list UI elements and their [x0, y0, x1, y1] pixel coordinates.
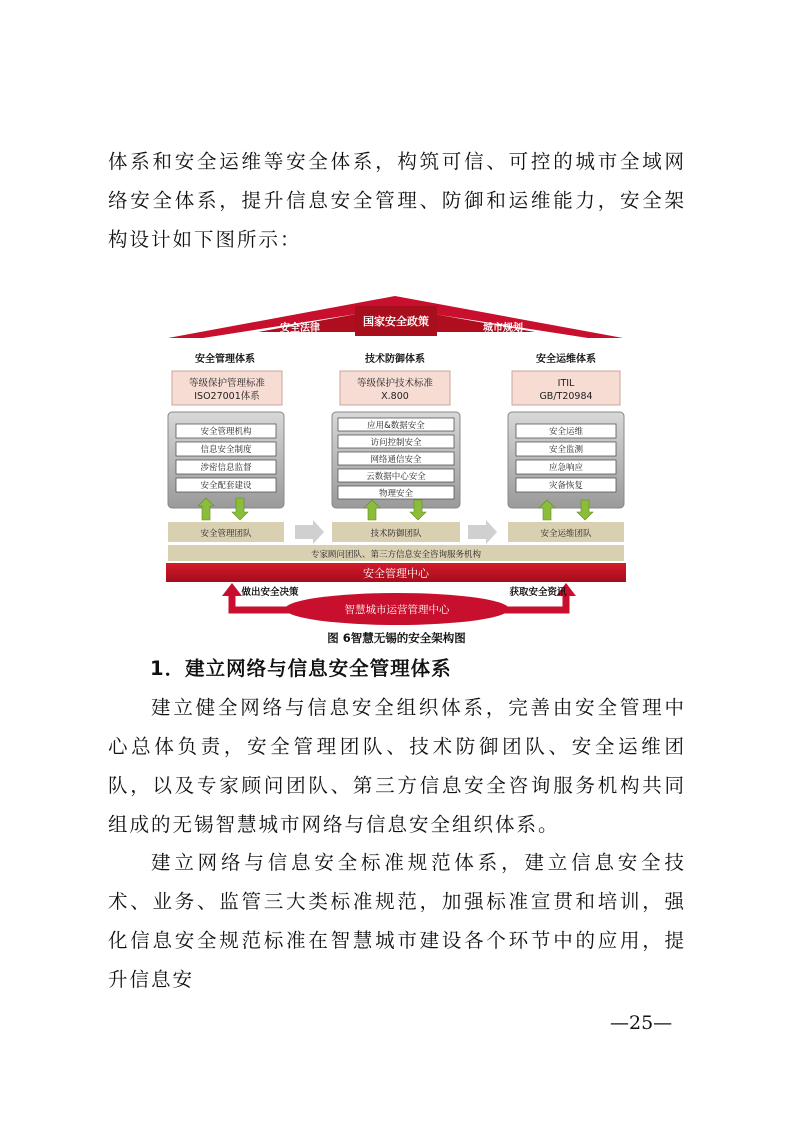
standard-line2: GB/T20984: [539, 391, 593, 402]
list-item-label: 灾备恢复: [548, 481, 584, 491]
team-label: 安全管理团队: [200, 529, 252, 539]
list-item-label: 应用&数据安全: [367, 421, 425, 431]
list-item-label: 云数据中心安全: [366, 472, 426, 482]
up-arrow-icon: [222, 583, 242, 596]
list-item-label: 网络通信安全: [370, 455, 422, 465]
ops-center-label: 智慧城市运营管理中心: [344, 604, 450, 616]
list-item-label: 涉密信息监督: [200, 463, 252, 473]
figure-caption: 图 6智慧无锡的安全架构图: [327, 631, 466, 645]
intro-paragraph: 体系和安全运维等安全体系，构筑可信、可控的城市全域网络安全体系，提升信息安全管理、防御和运维能力，安全架构设计如下图所示：: [108, 150, 686, 251]
roof-left-label: 安全法律: [280, 323, 320, 334]
standard-line2: X.800: [381, 391, 409, 402]
column-technical-defense: [332, 352, 460, 542]
page-number: —25—: [610, 1012, 673, 1034]
column-title: 安全管理体系: [195, 354, 255, 365]
column-security-operations: [508, 352, 624, 542]
column-title: 安全运维体系: [536, 354, 596, 365]
column-management: [168, 352, 284, 542]
standard-line1: 等级保护管理标准: [188, 378, 266, 389]
section-heading: 1．建立网络与信息安全管理体系: [150, 657, 452, 680]
right-arrow-icon: [468, 520, 497, 544]
column-title: 技术防御体系: [365, 354, 425, 365]
list-item-label: 物理安全: [378, 489, 414, 499]
body-paragraph-1: 建立健全网络与信息安全组织体系，完善由安全管理中心总体负责，安全管理团队、技术防御团队、安全运维团队，以及专家顾问团队、第三方信息安全咨询服务机构共同组成的无锡智慧城市网络与信息安全组织体系。: [108, 696, 686, 836]
list-item-label: 应急响应: [548, 463, 584, 473]
list-item-label: 安全管理机构: [200, 427, 252, 437]
expert-bar-label: 专家顾问团队、第三方信息安全咨询服务机构: [310, 550, 482, 560]
list-item-label: 信息安全制度: [200, 445, 252, 455]
standard-line2: ISO27001体系: [194, 391, 260, 402]
roof: [168, 296, 623, 338]
standard-line1: 等级保护技术标准: [356, 378, 434, 389]
team-label: 安全运维团队: [540, 529, 592, 539]
body-paragraph-2: 建立网络与信息安全标准规范体系，建立信息安全技术、业务、监管三大类标准规范，加强标准宣贯和培训，强化信息安全规范标准在智慧城市建设各个环节中的应用，提升信息安: [108, 851, 686, 991]
team-label: 技术防御团队: [370, 529, 422, 539]
standard-line1: ITIL: [557, 378, 575, 389]
roof-right-label: 城市规划: [483, 323, 523, 334]
roof-center-label: 国家安全政策: [363, 315, 429, 328]
list-item-label: 安全监测: [548, 445, 584, 455]
decision-label: 做出安全决策: [241, 587, 299, 598]
list-item-label: 安全配套建设: [200, 481, 252, 491]
right-arrow-icon: [295, 520, 324, 544]
list-item-label: 安全运维: [548, 427, 584, 437]
security-center-label: 安全管理中心: [363, 567, 429, 580]
intel-label: 获取安全资讯: [509, 587, 567, 598]
list-item-label: 访问控制安全: [370, 438, 422, 448]
